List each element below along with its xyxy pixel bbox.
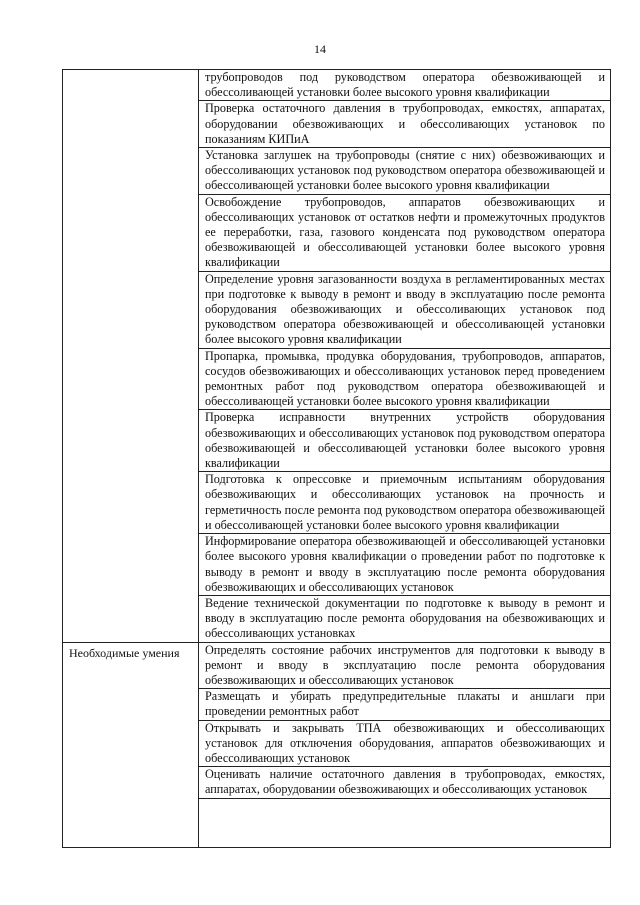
list-item: трубопроводов под руководством оператора обезвоживающей и обессоливающей установки более высокого уровня квалификации [205, 70, 605, 100]
list-item: Ведение технической документации по подготовке к выводу в ремонт и вводу в эксплуатацию после ремонта оборудования на обезвоживающих и обессоливающих установках [205, 595, 605, 641]
table-row [63, 642, 611, 689]
item-cell [199, 642, 611, 689]
requirements-table [62, 69, 611, 848]
item-cell [199, 689, 611, 720]
list-item: Установка заглушек на трубопроводы (снятие с них) обезвоживающих и обессоливающих установок под руководством оператора обезвоживающей и обессоливающей установки более высокого уровня квалификации [205, 148, 605, 193]
item-cell [199, 194, 611, 271]
list-item: Подготовка к опрессовке и приемочным испытаниям оборудования обезвоживающих и обессоливающих установок на прочность и герметичность после ремонта под руководством оператора обезвоживающей и обессоливающей установки более высокого уровня квалификации [205, 472, 605, 532]
list-item: Определять состояние рабочих инструментов для подготовки к выводу в ремонт и вводу в эксплуатацию после ремонта оборудования обезвоживающих и обессоливающих установок [205, 642, 605, 687]
list-item: Оценивать наличие остаточного давления в трубопроводах, емкостях, аппаратах, оборудовании обезвоживающих и обессоливающих установок [205, 767, 605, 797]
list-item: Открывать и закрывать ТПА обезвоживающих и обессоливающих установок для отключения оборудования, аппаратов обезвоживающих и обессоливающих установок [205, 720, 605, 765]
list-item: Пропарка, промывка, продувка оборудования, трубопроводов, аппаратов, сосудов обезвоживающих и обессоливающих установок перед проведением ремонтных работ под руководством оператора обезвоживающей и обессоливающей установки более высокого уровня квалификации [205, 348, 605, 409]
list-item: Информирование оператора обезвоживающей и обессоливающей установки более высокого уровня квалификации о проведении работ по подготовке к выводу в ремонт и вводу в эксплуатацию после ремонта оборудования обезвоживающих и обессоливающих установок [205, 534, 605, 594]
item-cell [199, 271, 611, 348]
page-number: 14 [314, 42, 326, 56]
section-label-cell [63, 70, 199, 643]
item-cell [199, 720, 611, 767]
item-cell [199, 70, 611, 101]
item-cell [199, 410, 611, 472]
item-cell [199, 534, 611, 596]
item-cell [199, 148, 611, 195]
section-label-cell [63, 642, 199, 847]
item-cell [199, 595, 611, 642]
list-item: Проверка остаточного давления в трубопроводах, емкостях, аппаратах, оборудовании обезвоживающих и обессоливающих установок по показаниям КИПиА [205, 101, 605, 146]
list-item: Освобождение трубопроводов, аппаратов обезвоживающих и обессоливающих установок от остатков нефти и промежуточных продуктов ее переработки, газа, газового конденсата под руководством оператора обезвоживающей и обессоливающей установки более высокого уровня квалификации [205, 194, 605, 270]
item-cell [199, 472, 611, 534]
list-item: Проверка исправности внутренних устройств оборудования обезвоживающих и обессоливающих установок под руководством оператора обезвоживающей и обессоливающей установки более высокого уровня квалификации [205, 410, 605, 471]
item-cell-empty [199, 798, 611, 847]
item-cell [199, 348, 611, 410]
item-cell [199, 767, 611, 798]
list-item: Размещать и убирать предупредительные плакаты и аншлаги при проведении ремонтных работ [205, 689, 605, 719]
table-row [63, 70, 611, 101]
item-cell [199, 101, 611, 148]
list-item: Определение уровня загазованности воздуха в регламентированных местах при подготовке к выводу в ремонт и вводу в эксплуатацию после ремонта оборудования обезвоживающих и обессоливающих установок под руководством оператора обезвоживающей и обессоливающей установки более высокого уровня квалификации [205, 271, 605, 347]
section-label-skills: Необходимые умения [69, 645, 180, 660]
section-label [63, 70, 198, 73]
